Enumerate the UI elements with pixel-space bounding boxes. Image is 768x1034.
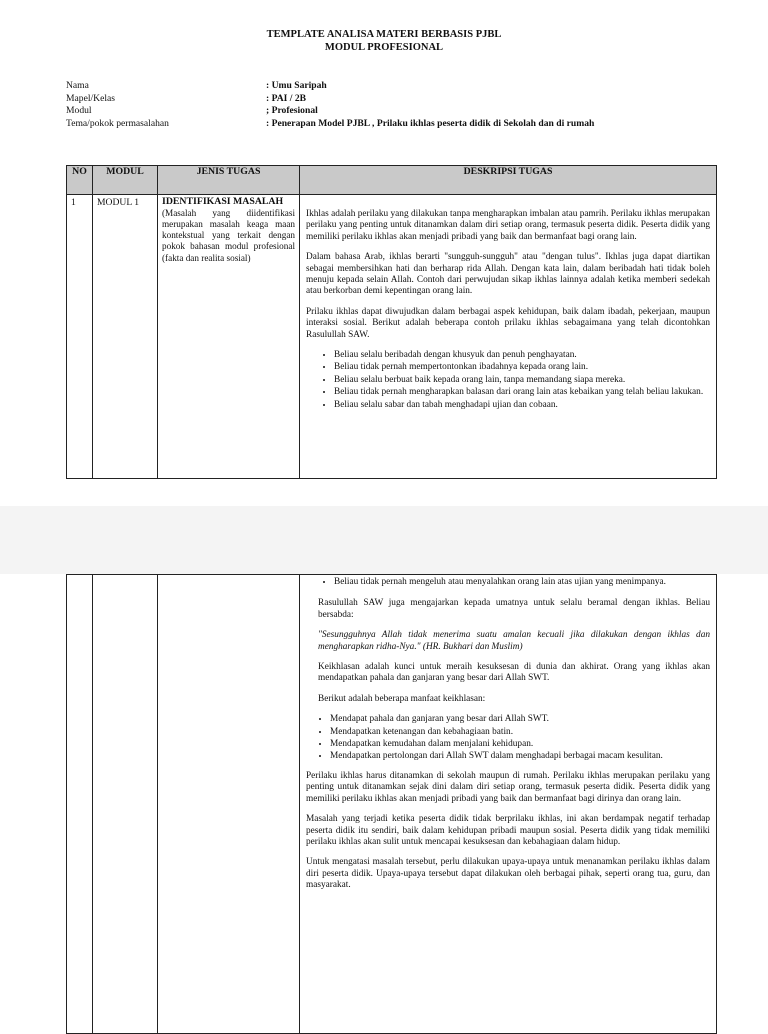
list-item: • Beliau selalu sabar dan tabah menghadapi ujian dan cobaan. <box>334 400 710 411</box>
header-no: NO <box>67 166 93 195</box>
cell-deskripsi <box>300 575 717 1034</box>
list-item: • Mendapatkan ketenangan dan kebahagiaan batin. <box>330 727 710 738</box>
cell-jenis-tugas <box>158 575 300 1034</box>
paragraph: Dalam bahasa Arab, ikhlas berarti "sungguh-sungguh" atau "dengan tulus". Ikhlas juga dapat diartikan sebagai membersihkan hati dan berharap rida Allah. Dengan kata lain, dalam beribadah hati tidak boleh menuju kepada selain Allah. Contoh dari perwujudan sikap ikhlas lainnya adalah ketika memberi sedekah atau berkorban demi kepentingan orang lain. <box>306 252 710 297</box>
cell-no: 1 <box>67 195 93 479</box>
cell-modul <box>93 575 158 1034</box>
info-row-nama <box>66 80 746 93</box>
cell-no <box>67 575 93 1034</box>
list-item: • Beliau tidak pernah mengeluh atau menyalahkan orang lain atas ujian yang menimpanya. <box>334 577 710 588</box>
info-label: Nama <box>66 80 89 91</box>
header-jenis-tugas: JENIS TUGAS <box>158 166 300 195</box>
page-gap <box>0 496 768 576</box>
info-value: : Umu Saripah <box>266 80 327 91</box>
list-item: • Mendapatkan kemudahan dalam menjalani kehidupan. <box>330 739 710 750</box>
paragraph: Perilaku ikhlas harus ditanamkan di sekolah maupun di rumah. Perilaku ikhlas merupakan perilaku yang penting untuk ditanamkan sejak dini dalam diri setiap orang, termasuk peserta didik. Peserta didik yang memiliki perilaku ikhlas akan menjadi pribadi yang baik dan bermanfaat bagi dirinya dan orang lain. <box>306 770 710 804</box>
identity-block <box>66 80 746 130</box>
info-value: ; Profesional <box>266 105 318 117</box>
document-page-2 <box>0 574 768 1024</box>
paragraph: Keikhlasan adalah kunci untuk meraih kesuksesan di dunia dan akhirat. Orang yang ikhlas akan mendapatkan pahala dan ganjaran yang besar dari Allah SWT. <box>318 662 710 684</box>
paragraph: Prilaku ikhlas dapat diwujudkan dalam berbagai aspek kehidupan, baik dalam ibadah, pekerjaan, maupun interaksi sosial. Berikut adalah beberapa contoh prilaku ikhlas sebagaimana yang telah dicontohkan Rasulullah SAW. <box>306 306 710 340</box>
paragraph: Masalah yang terjadi ketika peserta didik tidak berprilaku ikhlas, ini akan berdampak negatif terhadap peserta didik itu sendiri, baik dalam kehidupan pribadi maupun sosial. Peserta didik yang tidak memiliki perilaku ikhlas akan sulit untuk mencapai kesuksesan dan kebahagiaan dalam hidup. <box>306 814 710 847</box>
cell-jenis-tugas <box>158 195 300 479</box>
list-item: • Mendapat pahala dan ganjaran yang besar dari Allah SWT. <box>330 714 710 725</box>
cell-deskripsi <box>300 195 717 479</box>
example-list-continued <box>306 577 710 588</box>
table-row <box>67 575 717 1034</box>
info-row-mapel <box>66 93 746 106</box>
list-item: • Beliau selalu berbuat baik kepada orang lain, tanpa memandang siapa mereka. <box>334 375 710 386</box>
header-deskripsi-tugas: DESKRIPSI TUGAS <box>300 166 717 195</box>
info-label: Modul <box>66 105 92 117</box>
benefit-list <box>306 714 710 763</box>
list-item: • Mendapatkan pertolongan dari Allah SWT dalam menghadapi berbagai macam kesulitan. <box>330 751 710 762</box>
list-item: • Beliau tidak pernah mempertontonkan ibadahnya kepada orang lain. <box>334 362 710 373</box>
table-row <box>67 195 717 479</box>
list-item: • Beliau tidak pernah mengharapkan balasan dari orang lain atas kebaikan yang telah beliau lakukan. <box>334 387 710 398</box>
paragraph: Rasulullah SAW juga mengajarkan kepada umatnya untuk selalu beramal dengan ikhlas. Beliau bersabda: <box>318 598 710 620</box>
hadith-quote: "Sesungguhnya Allah tidak menerima suatu amalan kecuali jika dilakukan dengan ikhlas dan mengharapkan ridha-Nya." (HR. Bukhari dan Muslim) <box>318 630 710 652</box>
list-item: • Beliau selalu beribadah dengan khusyuk dan penuh penghayatan. <box>334 350 710 361</box>
table-header-row <box>67 166 717 195</box>
info-row-tema <box>66 118 746 131</box>
info-label: Tema/pokok permasalahan <box>66 117 169 129</box>
task-table <box>66 165 717 479</box>
jenis-tugas-title: IDENTIFIKASI MASALAH <box>162 196 284 207</box>
info-label: Mapel/Kelas <box>66 92 116 104</box>
jenis-tugas-description: (Masalah yang diidentifikasi merupakan masalah keaga maan kontekstual yang terkait dengan pokok bahasan modul profesional (fakta dan realita sosial) <box>162 207 295 263</box>
info-value: : Penerapan Model PJBL , Prilaku ikhlas peserta didik di Sekolah dan di rumah <box>266 117 595 129</box>
info-value: : PAI / 2B <box>266 92 307 104</box>
document-subtitle: MODUL PROFESIONAL <box>324 42 444 53</box>
document-title: TEMPLATE ANALISA MATERI BERBASIS PJBL <box>266 29 502 40</box>
example-list <box>306 350 710 411</box>
info-row-modul <box>66 105 746 118</box>
cell-modul: MODUL 1 <box>93 195 158 479</box>
document-page-1 <box>0 0 768 506</box>
task-table-continued <box>66 574 717 1034</box>
header-modul: MODUL <box>93 166 158 195</box>
paragraph: Ikhlas adalah perilaku yang dilakukan tanpa mengharapkan imbalan atau pamrih. Perilaku ikhlas merupakan perilaku yang penting untuk ditanamkan dalam diri setiap orang, termasuk peserta didik. Peserta didik yang memiliki perilaku ikhlas akan menjadi pribadi yang baik dan bermanfaat bagi orang lain. <box>306 209 710 242</box>
paragraph: Berikut adalah beberapa manfaat keikhlasan: <box>318 693 486 704</box>
paragraph: Untuk mengatasi masalah tersebut, perlu dilakukan upaya-upaya untuk menanamkan perilaku ikhlas dalam diri peserta didik. Upaya-upaya tersebut dapat dilakukan oleh berbagai pihak, seperti orang tua, guru, dan masyarakat. <box>306 857 710 891</box>
